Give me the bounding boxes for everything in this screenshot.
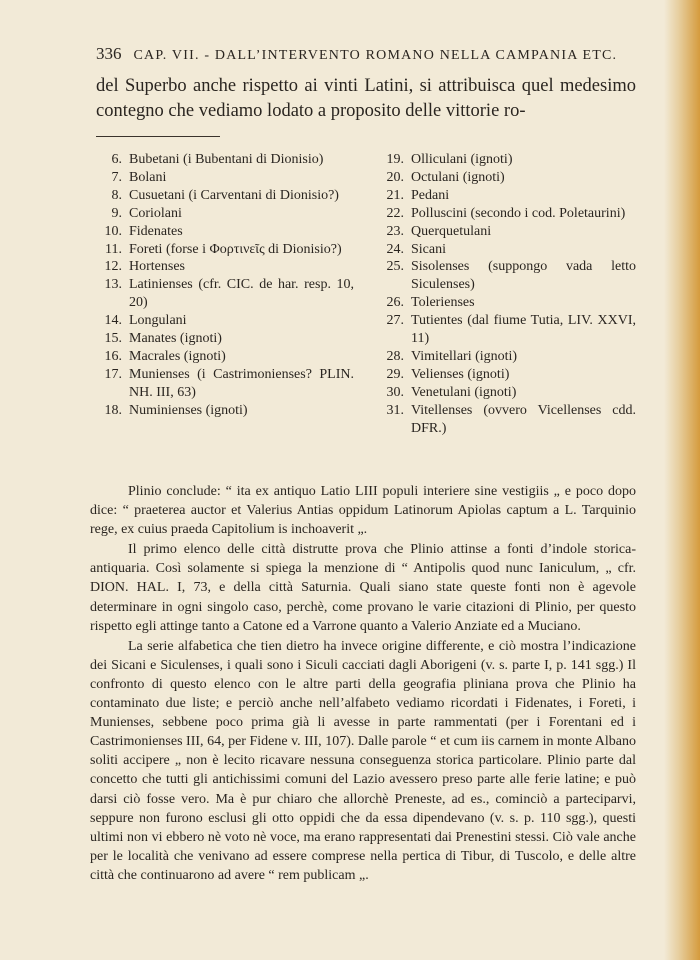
- list-item-number: 17.: [104, 366, 122, 382]
- list-item: [96, 169, 354, 187]
- list-item-number: 11.: [105, 241, 122, 257]
- page-edge-shadow: [664, 0, 700, 960]
- list-item-text: Velienses (ignoti): [411, 366, 510, 382]
- list-item: [378, 258, 636, 294]
- paragraph: Il primo elenco delle città distrutte prova che Plinio attinse a fonti d’indole storica-antiquaria. Così solamente si spiega la menzione di “ Antipolis quod nunc Ianiculum, „ cfr. DION. HAL. I, 73, e della città Saturnia. Quali siano state queste fonti non è agevole determinare in ogni singolo caso, perchè, come provano le varie citazioni di Plinio, per questo rispetto egli attinge tanto a Catone ed a Varrone quanto a Valerio Anziate ed a Muciano.: [90, 542, 636, 634]
- list-item: [96, 348, 354, 366]
- list-item: [96, 187, 354, 205]
- running-title: CAP. VII. - DALL’INTERVENTO ROMANO NELLA CAMPANIA ETC.: [133, 48, 618, 63]
- list-item: [96, 276, 354, 312]
- list-item-number: 22.: [386, 205, 404, 221]
- list-item: [96, 151, 354, 169]
- list-item-number: 9.: [111, 205, 122, 221]
- list-item: [378, 241, 636, 259]
- list-item-text: Tolerienses: [411, 295, 475, 311]
- list-item: [96, 241, 354, 259]
- list-item: [96, 258, 354, 276]
- list-item: [378, 384, 636, 402]
- list-item-text: Sicani: [411, 241, 446, 257]
- list-column-left: [96, 151, 354, 420]
- list-item: [378, 169, 636, 187]
- list-item-text: Vitellenses (ovvero Vicellenses cdd. DFR.): [411, 402, 636, 436]
- list-item-text: Olliculani (ignoti): [411, 152, 513, 167]
- list-item-text: Querquetulani: [411, 223, 492, 239]
- list-item-text: Bubetani (i Bubentani di Dionisio): [129, 152, 324, 167]
- list-item: [96, 223, 354, 241]
- footnote-rule: [96, 136, 220, 137]
- list-item-number: 10.: [104, 223, 122, 239]
- list-item: [96, 330, 354, 348]
- list-item-number: 24.: [386, 241, 404, 257]
- list-item-number: 8.: [111, 187, 122, 203]
- list-item: [378, 366, 636, 384]
- list-item-number: 23.: [386, 223, 404, 239]
- running-header: [96, 44, 636, 64]
- list-item-text: Pedani: [411, 187, 450, 203]
- list-item-text: Polluscini (secondo i cod. Poletaurini): [411, 205, 626, 221]
- list-item-number: 28.: [386, 348, 404, 364]
- list-item-number: 20.: [386, 169, 404, 185]
- list-item-text: Latinienses (cfr. CIC. de har. resp. 10, 20): [129, 277, 354, 311]
- list-item-number: 29.: [386, 366, 404, 382]
- page-number: 336: [96, 44, 122, 63]
- list-item-text: Numinienses (ignoti): [129, 402, 248, 418]
- list-item: [378, 348, 636, 366]
- list-item-text: Cusuetani (i Carventani di Dionisio?): [129, 187, 339, 203]
- list-item-number: 18.: [104, 402, 122, 418]
- list-item-text: Munienses (i Castrimonienses? PLIN. NH. III, 63): [129, 366, 354, 400]
- list-item-text: Sisolenses (suppongo vada letto Siculenses): [411, 259, 636, 293]
- list-item-text: Longulani: [129, 313, 187, 329]
- list-item: [96, 205, 354, 223]
- list-item-number: 27.: [386, 313, 404, 329]
- list-item-number: 7.: [111, 169, 122, 185]
- list-item: [378, 151, 636, 169]
- list-item-text: Octulani (ignoti): [411, 169, 505, 185]
- list-item-text: Hortenses: [129, 259, 185, 275]
- list-item: [96, 366, 354, 402]
- list-item-text: Venetulani (ignoti): [411, 384, 517, 400]
- list-item-text: Coriolani: [129, 205, 182, 221]
- list-item-number: 12.: [104, 259, 122, 275]
- list-item: [378, 294, 636, 312]
- list-item: [96, 312, 354, 330]
- list-item-number: 26.: [386, 295, 404, 311]
- list-item: [378, 187, 636, 205]
- paragraph: La serie alfabetica che tien dietro ha invece origine differente, e ciò mostra l’indicazione dei Sicani e Siculenses, i quali sono i Siculi cacciati dagli Aborigeni (v. s. parte I, p. 141 sgg.) Il confronto di questo elenco con le altre parti della geografia pliniana prova che Plinio ha contaminato due liste; e perciò anche nell’alfabeto vediamo ricordati i Fidenates, i Foreti, i Munienses, sebbene poco prima già li avesse in parte rammentati (per i Forentani ed i Castrimonienses III, 64, per Fidene v. III, 107). Dalle parole “ et cum iis carnem in monte Albano soliti accipere „ non è lecito ricavare nessuna conseguenza storica particolare. Plinio parte dal concetto che tutti gli antichissimi comuni del Lazio avessero preso parte alle ferie latine; e può darsi ciò fosse vero. Ma è pur chiaro che allorchè Preneste, ad es., cominciò a parteciparvi, seppure non furono esclusi gli otto oppidi che da essa dipendevano (v. s. p. 110 sgg.), questi ultimi non vi ebbero nè voto nè voce, ma erano rappresentati dai Prenestini stessi. Ciò vale anche per le località che venivano ad essere comprese nella pertica di Tibur, di Tuscolo, e delle altre città che continuarono ad avere “ rem publicam „.: [90, 638, 636, 883]
- lead-text: del Superbo anche rispetto ai vinti Latini, si attribuisca quel medesimo contegno che vediamo lodato a proposito delle vittorie ro-: [96, 76, 636, 121]
- list-item-number: 13.: [104, 277, 122, 293]
- list-item-text: Fidenates: [129, 223, 183, 239]
- list-item: [378, 402, 636, 438]
- list-item-number: 6.: [111, 152, 122, 167]
- list-item: [378, 205, 636, 223]
- body-text: [90, 482, 636, 885]
- list-item-number: 19.: [386, 152, 404, 167]
- list-item-number: 15.: [104, 331, 122, 347]
- list-item-text: Foreti (forse i Φορτινεῖς di Dionisio?): [129, 241, 342, 257]
- lead-paragraph: [96, 74, 636, 124]
- list-item-number: 25.: [386, 259, 404, 275]
- list-item-number: 21.: [386, 187, 404, 203]
- list-item-number: 30.: [386, 384, 404, 400]
- list-item-number: 16.: [104, 348, 122, 364]
- list-item-number: 31.: [386, 402, 404, 418]
- paragraph: Plinio conclude: “ ita ex antiquo Latio LIII populi interiere sine vestigiis „ e poco dopo dice: “ praeterea auctor et Valerius Antias oppidum Latinorum Apiolas captum a L. Tarquinio rege, ex cuius praeda Capitolium is inchoaverit „.: [90, 484, 636, 538]
- list-item-text: Vimitellari (ignoti): [411, 348, 518, 364]
- list-item-text: Tutientes (dal fiume Tutia, LIV. XXVI, 11): [411, 313, 636, 347]
- list-column-right: [378, 151, 636, 438]
- list-item-text: Manates (ignoti): [129, 331, 222, 347]
- list-item: [378, 312, 636, 348]
- list-item-text: Macrales (ignoti): [129, 348, 226, 364]
- list-item: [96, 402, 354, 420]
- list-item: [378, 223, 636, 241]
- list-item-number: 14.: [104, 313, 122, 329]
- list-item-text: Bolani: [129, 169, 167, 185]
